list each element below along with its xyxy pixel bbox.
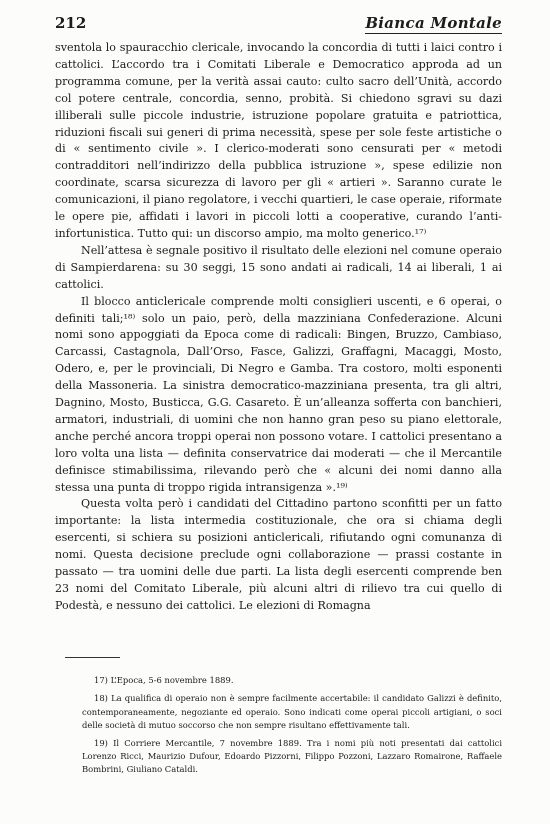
page-header xyxy=(55,14,502,34)
footnote-19: 19) Il Corriere Mercantile, 7 novembre 1889. Tra i nomi più noti presentati dai cattolici Lorenzo Ricci, Maurizio Dufour, Edoardo Pizzorni, Filippo Pozzoni, Lazzaro Romairone, Raffaele Bombrini, Giuliano Cataldi. xyxy=(82,737,502,775)
paragraph: sventola lo spauracchio clericale, invocando la concordia di tutti i laici contro i cattolici. L’accordo tra i Comitati Liberale e Democratico approda ad un programma comune, per la verità assai cauto: culto sacro dell’Unità, accordo col potere centrale, concordia, senno, probità. Si chiedono sgravi su dazi illiberali sulle piccole industrie, istruzione popolare gratuita e patriottica, riduzioni fiscali sui generi di prima necessità, spese per sole feste artistiche o di « sentimento civile ». I clerico-moderati sono censurati per « metodi contradditori nell’indirizzo della pubblica istruzione », spese edilizie non coordinate, scarsa sicurezza di lavoro per gli « artieri ». Saranno curate le comunicazioni, il piano regolatore, i vecchi quartieri, le case operaie, riformate le opere pie, affidati i lavori in piccoli lotti a cooperative, curando l’anti-infortunistica. Tutto qui: un discorso ampio, ma molto generico.¹⁷⁾ xyxy=(55,41,502,240)
paragraph: Il blocco anticlericale comprende molti consiglieri uscenti, e 6 operai, o definiti tali;¹⁸⁾ solo un paio, però, della mazziniana Confederazione. Alcuni nomi sono appoggiati da Epoca come di radicali: Bingen, Bruzzo, Cambiaso, Carcassi, Castagnola, Dall’Orso, Fasce, Galizzi, Graffagni, Macaggi, Mosto, Odero, e, per le provinciali, Di Negro e Gamba. Tra costoro, molti esponenti della Massoneria. La sinistra democratico-mazziniana presenta, tra gli altri, Dagnino, Mosto, Busticca, G.G. Casareto. È un’alleanza sofferta con banchieri, armatori, industriali, di uomini che non hanno gran peso su piano elettorale, anche perché ancora troppi operai non possono votare. I cattolici presentano a loro volta una lista — definita conservatrice dai moderati — che il Mercantile definisce stimabilissima, rilevando però che « alcuni dei nomi danno alla stessa una punta di troppo rigida intransigenza ».¹⁹⁾ xyxy=(55,294,502,494)
footnote-separator xyxy=(65,657,120,658)
footnote-18: 18) La qualifica di operaio non è sempre facilmente accertabile: il candidato Galizzi è definito, contemporaneamente, negoziante ed operaio. Sono indicati come operai piccoli artigiani, o soci delle società di mutuo soccorso che non sempre risultano effettivamente tali. xyxy=(82,693,502,731)
body-text xyxy=(55,40,502,615)
paragraph: Questa volta però i candidati del Cittadino partono sconfitti per un fatto importante: la lista intermedia costituzionale, che ora si chiama degli esercenti, si schiera su posizioni anticlericali, rifiutando ogni comunanza di nomi. Questa decisione preclude ogni collaborazione — prassi costante in passato — tra uomini delle due parti. La lista degli esercenti comprende ben 23 nomi del Comitato Liberale, più alcuni altri di rilievo tra cui quello di Podestà, e nessuno dei cattolici. Le elezioni di Romagna xyxy=(55,497,502,612)
page-number: 212 xyxy=(55,14,87,32)
footnote-17: 17) L’Epoca, 5-6 novembre 1889. xyxy=(94,675,234,685)
footnotes xyxy=(82,674,502,782)
running-head: Bianca Montale xyxy=(365,14,502,32)
paragraph: Nell’attesa è segnale positivo il risultato delle elezioni nel comune operaio di Sampierdarena: su 30 seggi, 15 sono andati ai radicali, 14 ai liberali, 1 ai cattolici. xyxy=(55,243,502,291)
